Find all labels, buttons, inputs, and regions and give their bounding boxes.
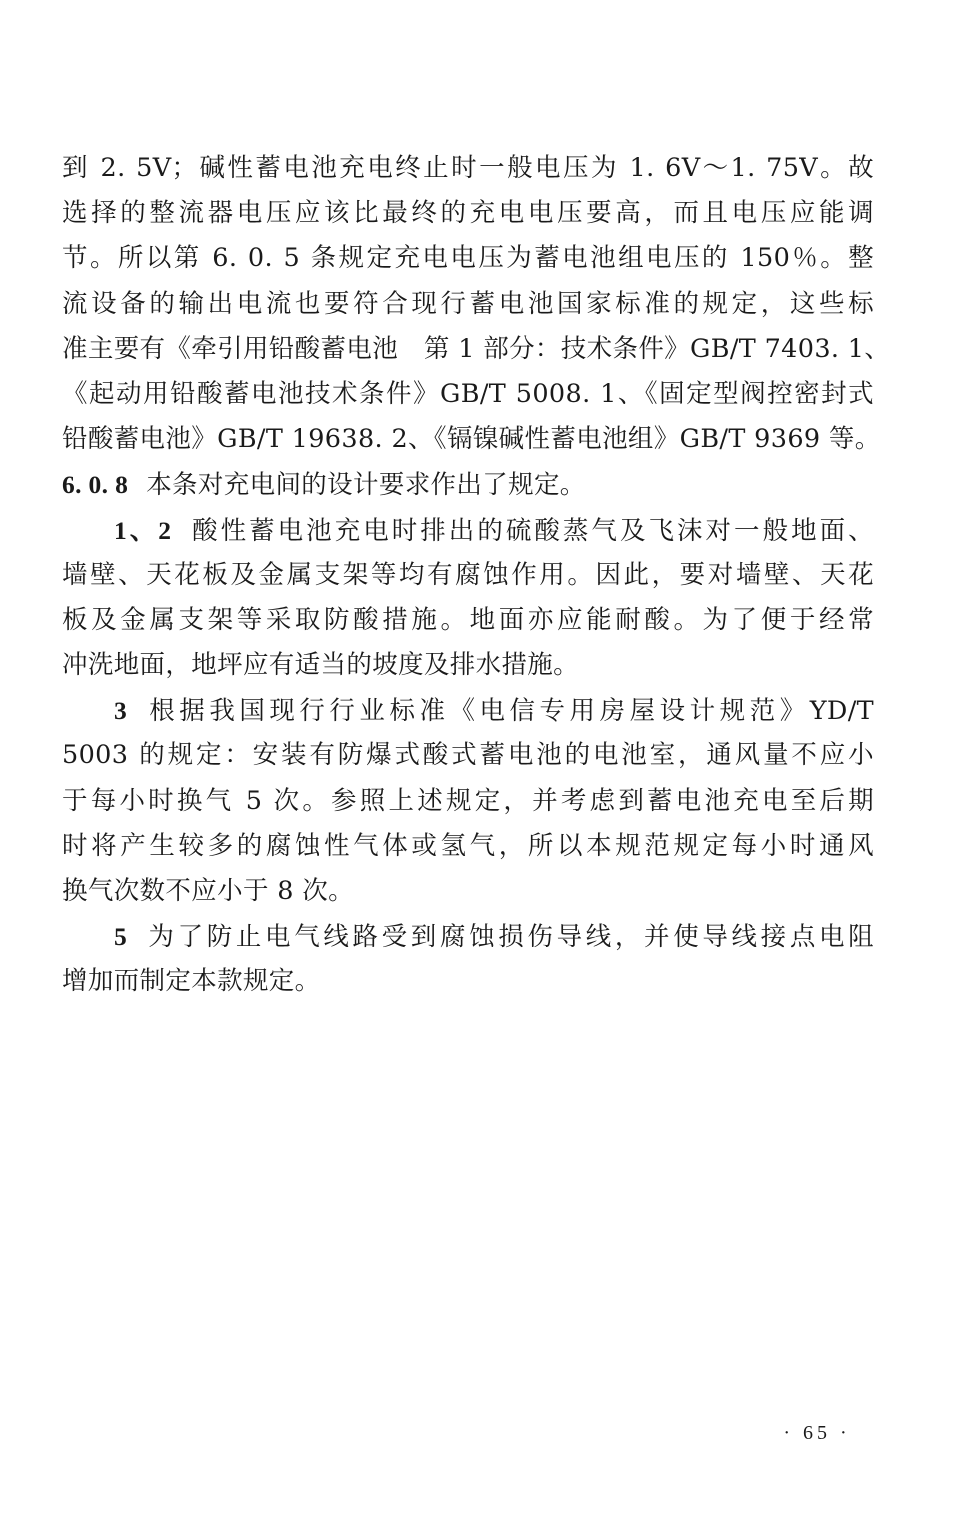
text-line: 到 2. 5V；碱性蓄电池充电终止时一般电压为 1. 6V～1. 75V。故 (62, 153, 874, 183)
text-line: 增加而制定本款规定。 (62, 966, 321, 997)
page-number: · 65 · (783, 1422, 851, 1444)
text-line: 选择的整流器电压应该比最终的充电电压要高，而且电压应能调 (62, 198, 874, 229)
item-text: 为了防止电气线路受到腐蚀损伤导线，并使导线接点电阻 (145, 922, 874, 953)
text-line: 铅酸蓄电池》GB/T 19638. 2、《镉镍碱性蓄电池组》GB/T 9369 等。 (62, 424, 881, 455)
text-line: 于每小时换气 5 次。参照上述规定，并考虑到蓄电池充电至后期 (62, 785, 874, 816)
text-line: 时将产生较多的腐蚀性气体或氢气，所以本规范规定每小时通风 (62, 830, 874, 861)
text-line: 5003 的规定：安装有防爆式酸式蓄电池的电池室，通风量不应小 (62, 740, 874, 771)
item-number: 3 (114, 696, 128, 726)
item-1-2-line (62, 508, 874, 553)
section-heading-6-0-8 (62, 462, 874, 507)
text-line: 节。所以第 6. 0. 5 条规定充电电压为蓄电池组电压的 150％。整 (62, 243, 874, 274)
item-text: 酸性蓄电池充电时排出的硫酸蒸气及飞沫对一般地面、 (189, 515, 874, 546)
item-3-line (62, 688, 874, 733)
text-line: 冲洗地面，地坪应有适当的坡度及排水措施。 (62, 650, 580, 681)
item-5-line (62, 914, 874, 959)
text-line: 准主要有《牵引用铅酸蓄电池 第 1 部分：技术条件》GB/T 7403. 1、 (62, 333, 891, 364)
text-line: 换气次数不应小于 8 次。 (62, 876, 354, 906)
section-number: 6. 0. 8 (62, 470, 129, 500)
item-number: 5 (114, 922, 128, 952)
section-text: 本条对充电间的设计要求作出了规定。 (146, 470, 586, 501)
text-line: 墙壁、天花板及金属支架等均有腐蚀作用。因此，要对墙壁、天花 (62, 559, 874, 590)
item-number: 1、2 (114, 515, 172, 545)
item-text: 根据我国现行行业标准《电信专用房屋设计规范》YD/T (145, 696, 874, 727)
text-line: 《起动用铅酸蓄电池技术条件》GB/T 5008. 1、《固定型阀控密封式 (62, 378, 874, 409)
text-line: 流设备的输出电流也要符合现行蓄电池国家标准的规定，这些标 (62, 288, 874, 319)
text-line: 板及金属支架等采取防酸措施。地面亦应能耐酸。为了便于经常 (62, 604, 874, 635)
body-text (62, 146, 891, 1005)
